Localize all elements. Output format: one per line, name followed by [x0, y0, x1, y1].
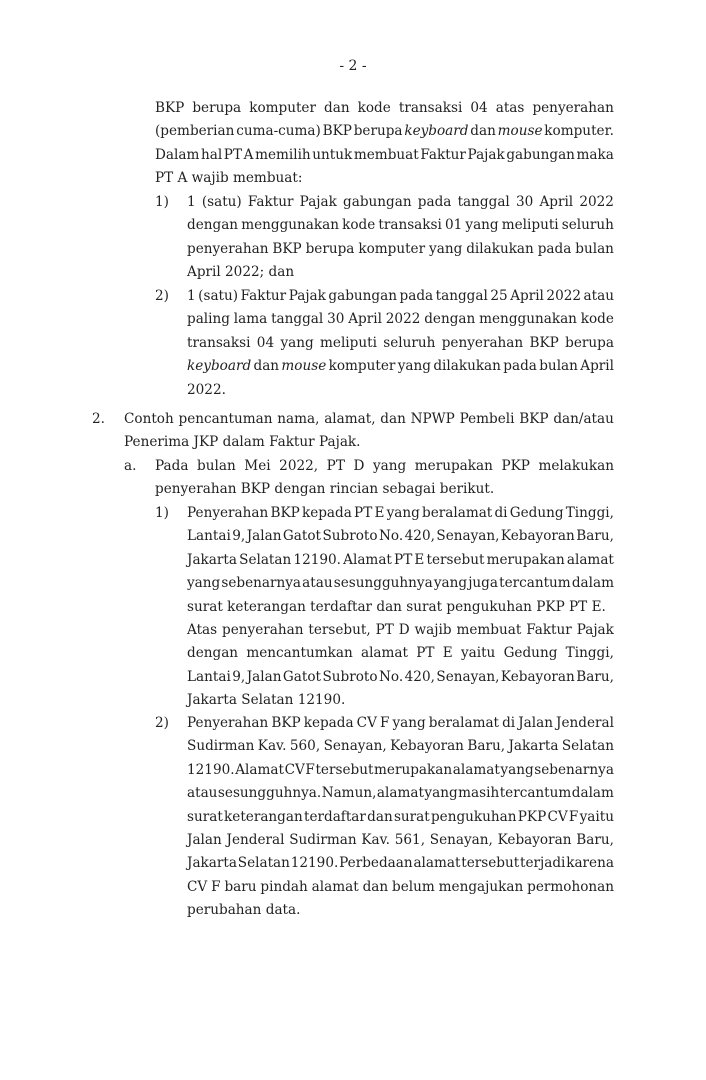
text-line: 2022.	[187, 381, 226, 398]
text-line: transaksi 04 yang meliputi seluruh penyerahan BKP berupa	[187, 334, 614, 351]
sub-marker: a.	[124, 458, 137, 474]
text-line: Contoh pencantuman nama, alamat, dan NPWP Pembeli BKP dan/atau	[124, 411, 614, 427]
list-item	[187, 712, 614, 923]
text-line: penyerahan BKP dengan rincian sebagai berikut.	[155, 481, 495, 498]
text-line: Jalan Jenderal Sudirman Kav. 561, Senayan, Kebayoran Baru,	[187, 832, 614, 849]
text-line: Jakarta Selatan 12190. Perbedaan alamat tersebut terjadi karena	[187, 855, 614, 872]
text-line: 12190. Alamat CV F tersebut merupakan alamat yang sebenarnya	[187, 761, 614, 778]
text-line: yang sebenarnya atau sesungguhnya yang juga tercantum dalam	[187, 575, 614, 592]
text-line: dengan menggunakan kode transaksi 01 yang meliputi seluruh	[187, 217, 614, 234]
text-line: perubahan data.	[187, 902, 301, 919]
text-line: surat keterangan terdaftar dan surat pengukuhan PKP CV F yaitu	[187, 808, 614, 825]
text-line: CV F baru pindah alamat dan belum mengajukan permohonan	[187, 878, 614, 895]
text-line: PT A wajib membuat:	[155, 170, 303, 187]
text-line: April 2022; dan	[187, 264, 295, 281]
text-line: dengan mencantumkan alamat PT E yaitu Gedung Tinggi,	[187, 645, 614, 662]
sub-paragraph	[155, 455, 614, 502]
intro-paragraph	[155, 97, 614, 191]
text-line: Dalam hal PT A memilih untuk membuat Faktur Pajak gabungan maka	[155, 146, 614, 163]
text-line: penyerahan BKP berupa komputer yang dilakukan pada bulan	[187, 240, 614, 257]
list-item	[187, 502, 614, 713]
text-line: (pemberian cuma-cuma) BKP berupa keyboard dan mouse komputer.	[155, 123, 614, 140]
page-number: - 2 -	[339, 58, 367, 74]
text-line: Penyerahan BKP kepada CV F yang beralamat di Jalan Jenderal	[187, 715, 614, 731]
text-line: Penerima JKP dalam Faktur Pajak.	[124, 434, 361, 451]
text-line: Jakarta Selatan 12190. Alamat PT E tersebut merupakan alamat	[187, 551, 614, 568]
section-heading	[124, 408, 614, 455]
text-line: atau sesungguhnya. Namun, alamat yang masih tercantum dalam	[187, 785, 614, 802]
text-line: paling lama tanggal 30 April 2022 dengan menggunakan kode	[187, 311, 614, 328]
text-line: 1 (satu) Faktur Pajak gabungan pada tanggal 25 April 2022 atau	[187, 288, 614, 304]
list-marker: 2)	[155, 288, 169, 304]
list-marker: 1)	[155, 194, 169, 210]
list-item	[187, 285, 614, 402]
text-line: BKP berupa komputer dan kode transaksi 04 atas penyerahan	[155, 100, 614, 116]
text-line: Atas penyerahan tersebut, PT D wajib membuat Faktur Pajak	[187, 622, 614, 639]
text-line: Jakarta Selatan 12190.	[187, 692, 346, 709]
list-item	[187, 191, 614, 285]
text-line: Sudirman Kav. 560, Senayan, Kebayoran Baru, Jakarta Selatan	[187, 738, 614, 755]
text-line: 1 (satu) Faktur Pajak gabungan pada tanggal 30 April 2022	[187, 194, 614, 210]
text-line: Lantai 9, Jalan Gatot Subroto No. 420, Senayan, Kebayoran Baru,	[187, 528, 614, 545]
section-marker: 2.	[92, 411, 105, 427]
list-marker: 2)	[155, 715, 169, 731]
text-line: Penyerahan BKP kepada PT E yang beralamat di Gedung Tinggi,	[187, 505, 614, 521]
text-line: keyboard dan mouse komputer yang dilakukan pada bulan April	[187, 358, 614, 375]
list-marker: 1)	[155, 505, 169, 521]
text-line: surat keterangan terdaftar dan surat pengukuhan PKP PT E.	[187, 598, 606, 615]
text-line: Lantai 9, Jalan Gatot Subroto No. 420, Senayan, Kebayoran Baru,	[187, 668, 614, 685]
text-line: Pada bulan Mei 2022, PT D yang merupakan PKP melakukan	[155, 458, 614, 474]
